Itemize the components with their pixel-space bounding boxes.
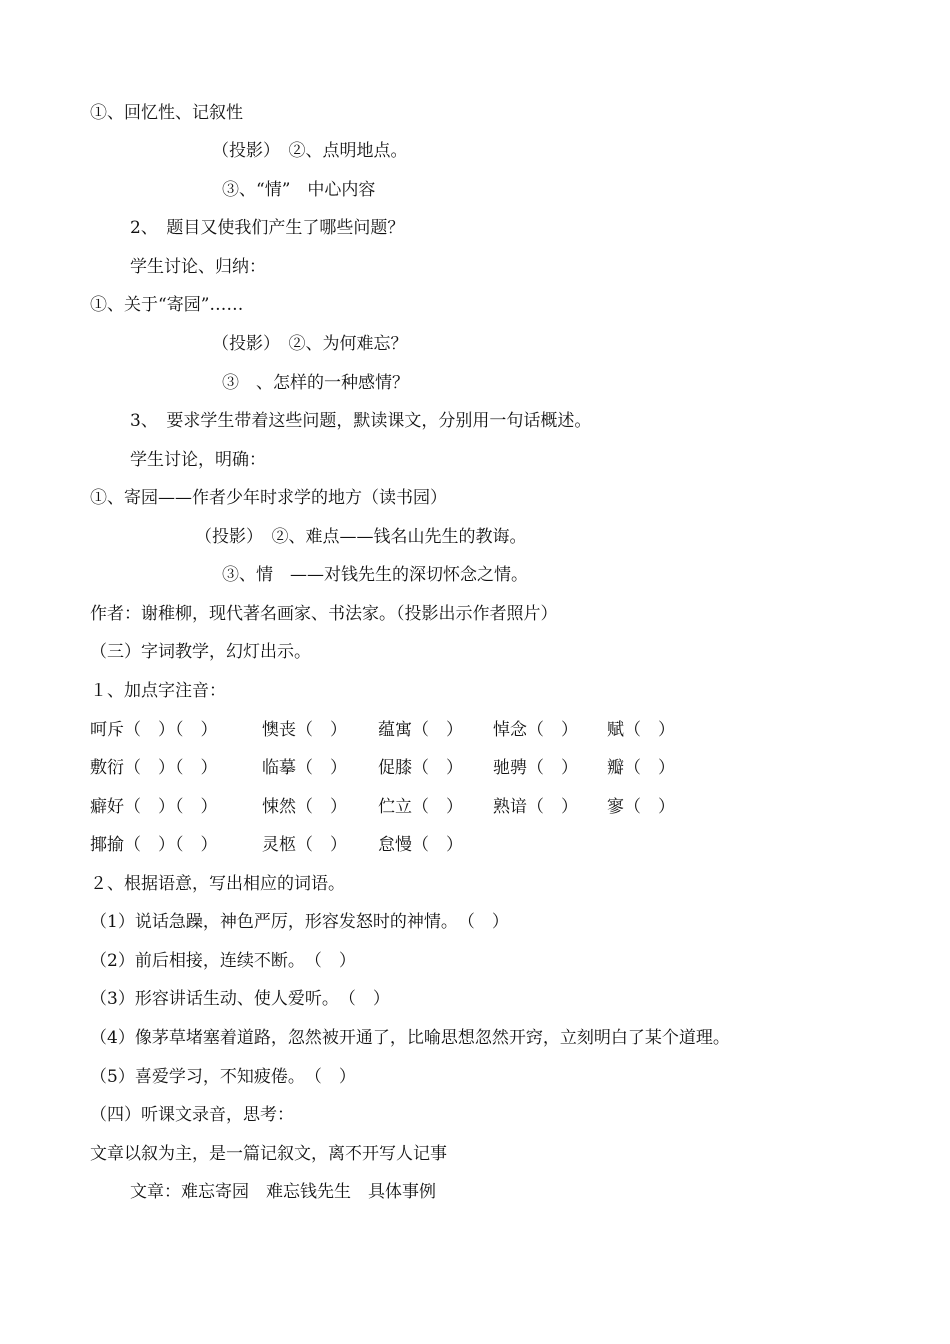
vocab-item: 敷衍（ ）（ ） (90, 758, 218, 778)
vocab-item: 促膝（ ） (378, 758, 463, 778)
text-line: （2）前后相接，连续不断。 （ ） (90, 951, 356, 971)
text-line: 文章以叙为主，是一篇记叙文，离不开写人记事 (90, 1144, 447, 1164)
vocab-item: 蕴寓（ ） (378, 720, 463, 740)
vocab-item: 悚然（ ） (262, 797, 347, 817)
text-line: （四）听课文录音，思考： (90, 1105, 294, 1125)
text-line: （投影） ②、难点——钱名山先生的教诲。 (195, 527, 527, 547)
vocab-item: 临摹（ ） (262, 758, 347, 778)
text-line: （投影） ②、为何难忘？ (212, 334, 408, 354)
text-line: 学生讨论，明确： (130, 450, 266, 470)
vocab-item: 灵柩（ ） (262, 835, 347, 855)
vocab-item: 熟谙（ ） (493, 797, 578, 817)
text-line: ２、根据语意，写出相应的词语。 (90, 874, 345, 894)
text-line: （1）说话急躁，神色严厉，形容发怒时的神情。 （ ） (90, 912, 509, 932)
text-line: 文章：难忘寄园 难忘钱先生 具体事例 (130, 1182, 436, 1202)
text-line: （4）像茅草堵塞着道路，忽然被开通了，比喻思想忽然开窍，立刻明白了某个道理。 (90, 1028, 730, 1048)
vocab-item: 寥（ ） (607, 797, 675, 817)
text-line: ③、“情” 中心内容 (222, 180, 376, 200)
vocab-item: 伫立（ ） (378, 797, 463, 817)
text-line: （5）喜爱学习，不知疲倦。 （ ） (90, 1067, 356, 1087)
text-line: ①、回忆性、记叙性 (90, 103, 243, 123)
text-line: ①、寄园——作者少年时求学的地方（读书园） (90, 488, 447, 508)
text-line: ③、情 ——对钱先生的深切怀念之情。 (222, 565, 528, 585)
text-line: ①、关于“寄园”…… (90, 295, 244, 315)
text-line: （三）字词教学，幻灯出示。 (90, 642, 311, 662)
vocab-item: 懊丧（ ） (262, 720, 347, 740)
text-line: （投影） ②、点明地点。 (212, 141, 408, 161)
vocab-item: 呵斥（ ）（ ） (90, 720, 218, 740)
vocab-item: 驰骋（ ） (493, 758, 578, 778)
vocab-item: 瓣（ ） (607, 758, 675, 778)
vocab-item: 赋（ ） (607, 720, 675, 740)
text-line: 2、 题目又使我们产生了哪些问题？ (130, 218, 405, 238)
vocab-item: 悼念（ ） (493, 720, 578, 740)
text-line: （3）形容讲话生动、使人爱听。 （ ） (90, 989, 390, 1009)
text-line: １、加点字注音： (90, 681, 226, 701)
text-line: 学生讨论、归纳： (130, 257, 266, 277)
text-line: 3、 要求学生带着这些问题，默读课文，分别用一句话概述。 (130, 411, 592, 431)
text-line: ③ 、怎样的一种感情？ (222, 373, 409, 393)
vocab-item: 怠慢（ ） (378, 835, 463, 855)
vocab-item: 癖好（ ）（ ） (90, 797, 218, 817)
vocab-item: 揶揄（ ）（ ） (90, 835, 218, 855)
text-line: 作者：谢稚柳，现代著名画家、书法家。（投影出示作者照片） (90, 604, 558, 624)
